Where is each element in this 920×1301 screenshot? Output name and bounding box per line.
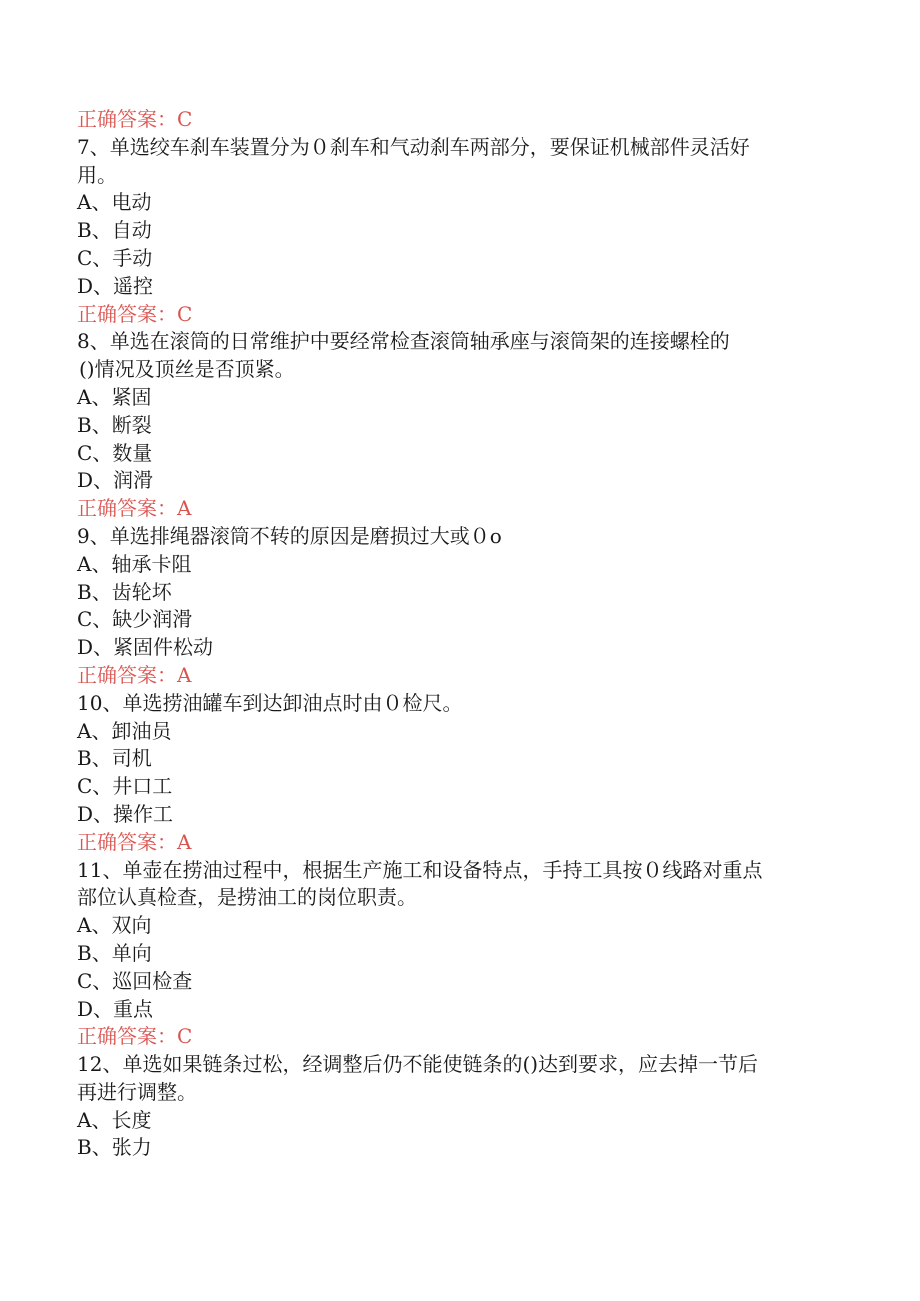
correct-answer <box>77 829 837 857</box>
answer-value: C <box>177 1024 193 1049</box>
question-line: 7、单选绞车刹车装置分为０刹车和气动刹车两部分，要保证机械部件灵活好 <box>77 134 750 159</box>
option-item: D、操作工 <box>77 801 174 826</box>
question-line: 9、单选排绳器滚筒不转的原因是磨损过大或０o <box>77 523 502 548</box>
option-item: D、润滑 <box>77 468 154 493</box>
answer-value: A <box>177 496 192 521</box>
question-line: 用。 <box>77 162 117 187</box>
option-item: D、重点 <box>77 996 154 1021</box>
option-item: C、数量 <box>77 440 153 465</box>
correct-answer <box>77 662 837 690</box>
question-line: 11、单壶在捞油过程中，根据生产施工和设备特点，手持工具按０线路对重点 <box>77 857 763 882</box>
option-item: B、断裂 <box>77 412 152 437</box>
question-line: 8、单选在滚筒的日常维护中要经常检查滚筒轴承座与滚筒架的连接螺栓的 <box>77 329 730 354</box>
correct-answer <box>77 106 837 134</box>
correct-answer <box>77 301 837 329</box>
option-item: D、紧固件松动 <box>77 635 214 660</box>
question-line: 12、单选如果链条过松，经调整后仍不能使链条的()达到要求，应去掉一节后 <box>77 1052 759 1077</box>
option-item: B、自动 <box>77 218 152 243</box>
answer-label: 正确答案： <box>77 662 177 687</box>
answer-label: 正确答案： <box>77 829 177 854</box>
answer-value: A <box>177 662 192 687</box>
question-line: 再进行调整。 <box>77 1079 197 1104</box>
option-item: A、双向 <box>77 913 152 938</box>
option-item: B、司机 <box>77 746 152 771</box>
option-item: B、齿轮坏 <box>77 579 172 604</box>
answer-label: 正确答案： <box>77 301 177 326</box>
option-item: C、缺少润滑 <box>77 607 193 632</box>
answer-value: C <box>177 301 193 326</box>
correct-answer <box>77 1023 837 1051</box>
option-item: B、张力 <box>77 1135 152 1160</box>
option-item: B、单向 <box>77 940 152 965</box>
answer-label: 正确答案： <box>77 1024 177 1049</box>
question-line: ()情况及顶丝是否顶紧。 <box>79 357 295 382</box>
answer-label: 正确答案： <box>77 496 177 521</box>
answer-value: C <box>177 107 193 131</box>
document-page <box>77 106 837 1162</box>
option-item: A、紧固 <box>77 384 152 409</box>
option-item: C、手动 <box>77 245 153 270</box>
option-item: A、轴承卡阻 <box>77 551 192 576</box>
answer-value: A <box>177 829 192 854</box>
option-item: C、巡回检查 <box>77 968 193 993</box>
question-line: 10、单选捞油罐车到达卸油点时由０检尺。 <box>77 690 463 715</box>
option-item: A、卸油员 <box>77 718 172 743</box>
question-line: 部位认真检查，是捞油工的岗位职责。 <box>77 885 417 910</box>
answer-label: 正确答案： <box>77 107 177 131</box>
correct-answer <box>77 495 837 523</box>
option-item: C、井口工 <box>77 774 173 799</box>
option-item: A、电动 <box>77 190 152 215</box>
option-item: D、遥控 <box>77 273 154 298</box>
option-item: A、长度 <box>77 1107 152 1132</box>
